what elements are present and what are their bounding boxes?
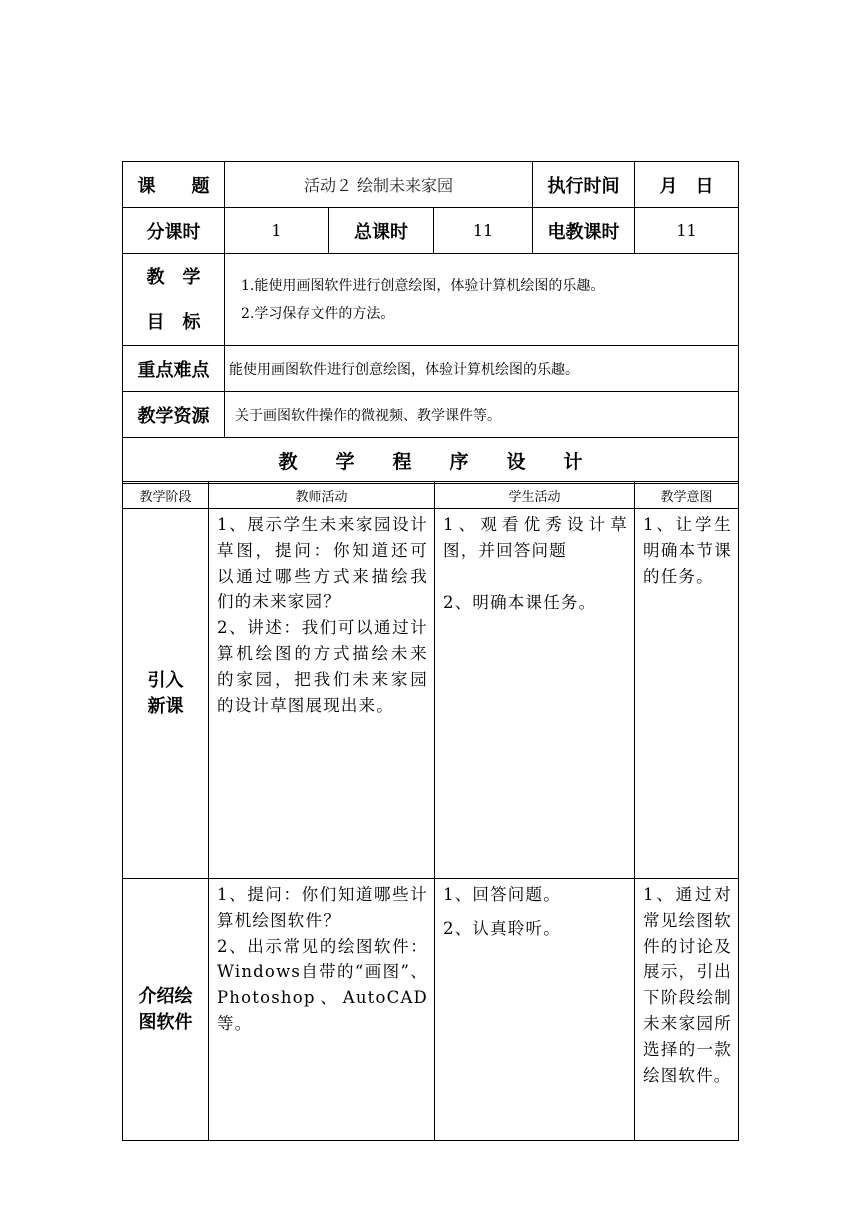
total-hours-value: 11 xyxy=(434,208,533,254)
total-hours-label: 总课时 xyxy=(329,208,434,254)
student-item: 2、明确本课任务。 xyxy=(443,592,597,612)
key-value: 能使用画图软件进行创意绘图，体验计算机绘图的乐趣。 xyxy=(225,346,739,392)
lesson-info-table xyxy=(122,161,739,484)
teacher-item: 1、提问：你们知道哪些计算机绘图软件？ xyxy=(217,885,428,930)
col-intent-header: 教学意图 xyxy=(635,482,739,509)
key-label: 重点难点 xyxy=(123,346,225,392)
student-item: 1、观看优秀设计草图，并回答问题 xyxy=(443,515,628,560)
col-student-header: 学生活动 xyxy=(435,482,635,509)
intent-cell xyxy=(635,509,739,879)
student-item: 1、回答问题。 xyxy=(443,885,561,904)
student-cell xyxy=(435,509,635,879)
student-cell xyxy=(435,879,635,1141)
goal-label xyxy=(123,254,225,346)
goal-content xyxy=(225,254,739,346)
goal-label-1: 教 学 xyxy=(146,266,201,288)
stage-text: 引入新课 xyxy=(147,669,184,717)
table-row xyxy=(123,879,739,1141)
stage-cell xyxy=(123,509,209,879)
resource-label: 教学资源 xyxy=(123,392,225,438)
intent-cell xyxy=(635,879,739,1141)
table-row xyxy=(123,509,739,879)
teacher-cell xyxy=(209,509,435,879)
design-title: 教 学 程 序 设 计 xyxy=(123,438,739,484)
procedure-table xyxy=(122,481,739,1141)
goal-1: 1.能使用画图软件进行创意绘图，体验计算机绘图的乐趣。 xyxy=(241,277,605,294)
teacher-item: 1、展示学生未来家园设计草图，提问：你知道还可以通过哪些方式来描绘我们的未来家园？ xyxy=(217,515,428,612)
teacher-item: 2、出示常见的绘图软件：Windows自带的“画图”、Photoshop、AutoCAD等。 xyxy=(217,936,428,1033)
resource-value: 关于画图软件操作的微视频、教学课件等。 xyxy=(225,392,739,438)
sub-hours-label: 分课时 xyxy=(123,208,225,254)
col-teacher-header: 教师活动 xyxy=(209,482,435,509)
student-item: 2、认真聆听。 xyxy=(443,918,561,938)
teacher-item: 2、讲述：我们可以通过计算机绘图的方式描绘未来的家园，把我们未来家园的设计草图展现出来。 xyxy=(217,618,428,715)
topic-label: 课 题 xyxy=(123,162,225,208)
ed-hours-value: 11 xyxy=(635,208,739,254)
intent-text: 1、通过对常见绘图软件的讨论及展示，引出下阶段绘制未来家园所选择的一款绘图软件。 xyxy=(643,885,732,1085)
sub-hours-value: 1 xyxy=(225,208,329,254)
exec-time-value: 月 日 xyxy=(635,162,739,208)
intent-text: 1、让学生明确本节课的任务。 xyxy=(643,515,732,586)
teacher-cell xyxy=(209,879,435,1141)
stage-cell xyxy=(123,879,209,1141)
ed-hours-label: 电教课时 xyxy=(533,208,635,254)
goal-label-2: 目 标 xyxy=(146,311,201,333)
goal-2: 2.学习保存文件的方法。 xyxy=(241,305,395,322)
exec-time-label: 执行时间 xyxy=(533,162,635,208)
stage-text: 介绍绘图软件 xyxy=(138,985,193,1033)
col-stage-header: 教学阶段 xyxy=(123,482,209,509)
topic-value: 活动２ 绘制未来家园 xyxy=(225,162,533,208)
